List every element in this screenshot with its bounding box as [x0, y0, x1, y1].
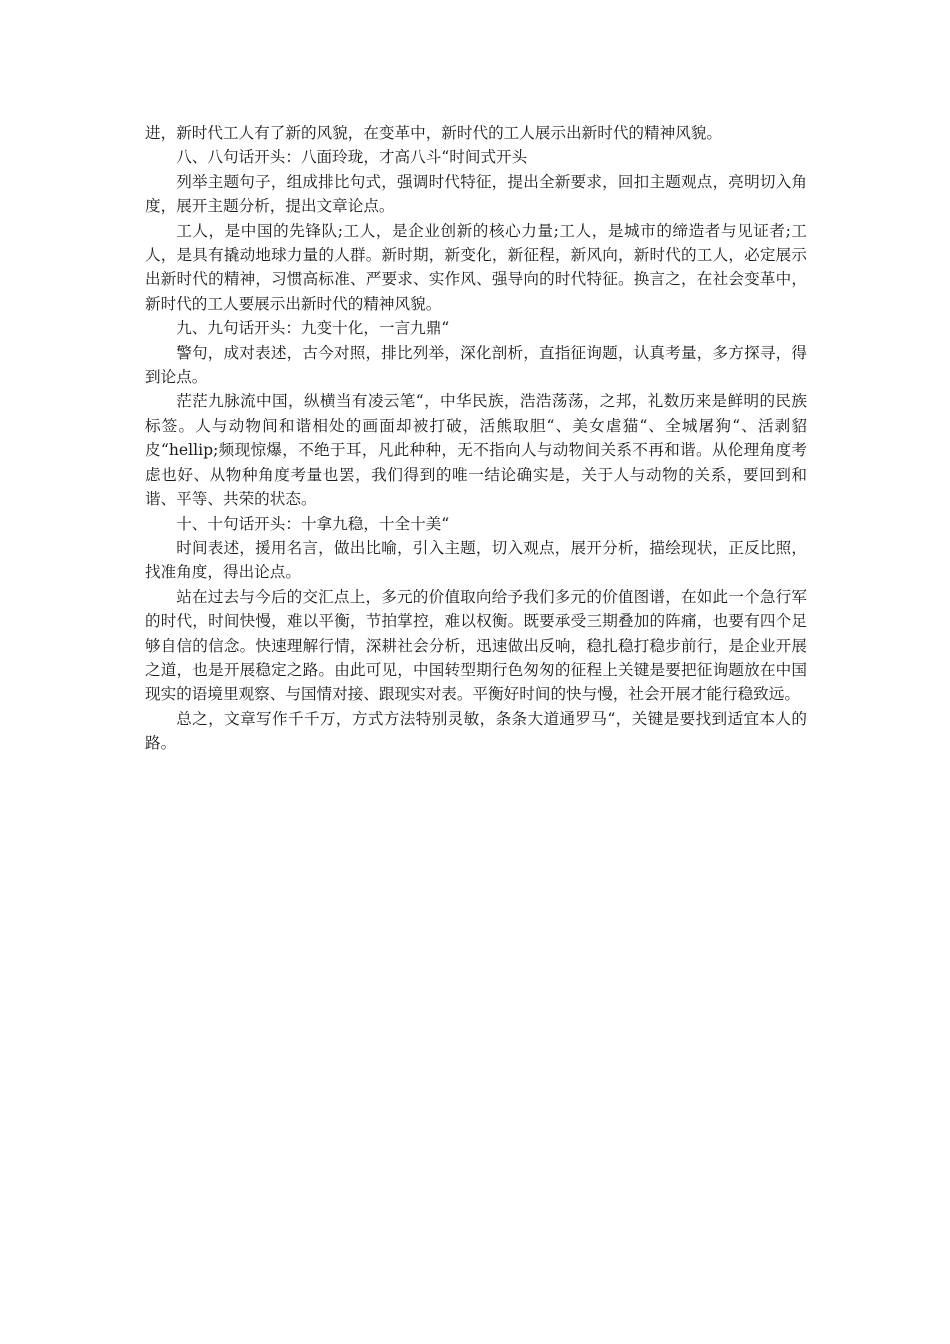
- paragraph-example-ten: 站在过去与今后的交汇点上，多元的价值取向给予我们多元的价值图谱，在如此一个急行军的时代，时间快慢，难以平衡，节拍掌控，难以权衡。既要承受三期叠加的阵痛，也要有四个足够自信的信念。快速理解行情，深耕社会分析，迅速做出反响，稳扎稳打稳步前行，是企业开展之道，也是开展稳定之路。由此可见，中国转型期行色匆匆的征程上关键是要把征询题放在中国现实的语境里观察、与国情对接、跟现实对表。平衡好时间的快与慢，社会开展才能行稳致远。: [145, 587, 807, 704]
- section-heading-nine: 九、九句话开头：九变十化，一言九鼎“: [176, 319, 450, 338]
- paragraph-method-nine: 警句，成对表述，古今对照，排比列举，深化剖析，直指征询题，认真考量，多方探寻，得到论点。: [145, 343, 807, 387]
- document-body: [145, 121, 807, 756]
- paragraph-continuation: 进，新时代工人有了新的风貌，在变革中，新时代的工人展示出新时代的精神风貌。: [145, 124, 722, 142]
- paragraph-method-eight: 列举主题句子，组成排比句式，强调时代特征，提出全新要求，回扣主题观点，亮明切入角度，展开主题分析，提出文章论点。: [145, 172, 807, 216]
- paragraph-example-eight: 工人，是中国的先锋队;工人，是企业创新的核心力量;工人，是城市的缔造者与见证者;工人，是具有撬动地球力量的人群。新时期，新变化，新征程，新风向，新时代的工人，必定展示出新时代的精神，习惯高标准、严要求、实作风、强导向的时代特征。换言之，在社会变革中，新时代的工人要展示出新时代的精神风貌。: [145, 221, 807, 313]
- paragraph-example-nine: 茫茫九脉流中国，纵横当有凌云笔“，中华民族，浩浩荡荡，之邦，礼数历来是鲜明的民族标签。人与动物间和谐相处的画面却被打破，活熊取胆“、美女虐猫“、全城屠狗“、活剥貂皮“hellip;频现惊爆，不绝于耳，凡此种种，无不指向人与动物间关系不再和谐。从伦理角度考虑也好、从物种角度考量也罢，我们得到的唯一结论确实是，关于人与动物的关系，要回到和谐、平等、共荣的状态。: [145, 392, 807, 509]
- paragraph-conclusion: 总之，文章写作千千万，方式方法特别灵敏，条条大道通罗马“，关键是要找到适宜本人的路。: [145, 709, 807, 753]
- section-heading-eight: 八、八句话开头：八面玲珑，才高八斗“时间式开头: [176, 148, 528, 167]
- paragraph-method-ten: 时间表述，援用名言，做出比喻，引入主题，切入观点，展开分析，描绘现状，正反比照，找准角度，得出论点。: [145, 538, 807, 582]
- section-heading-ten: 十、十句话开头：十拿九稳，十全十美“: [176, 514, 450, 533]
